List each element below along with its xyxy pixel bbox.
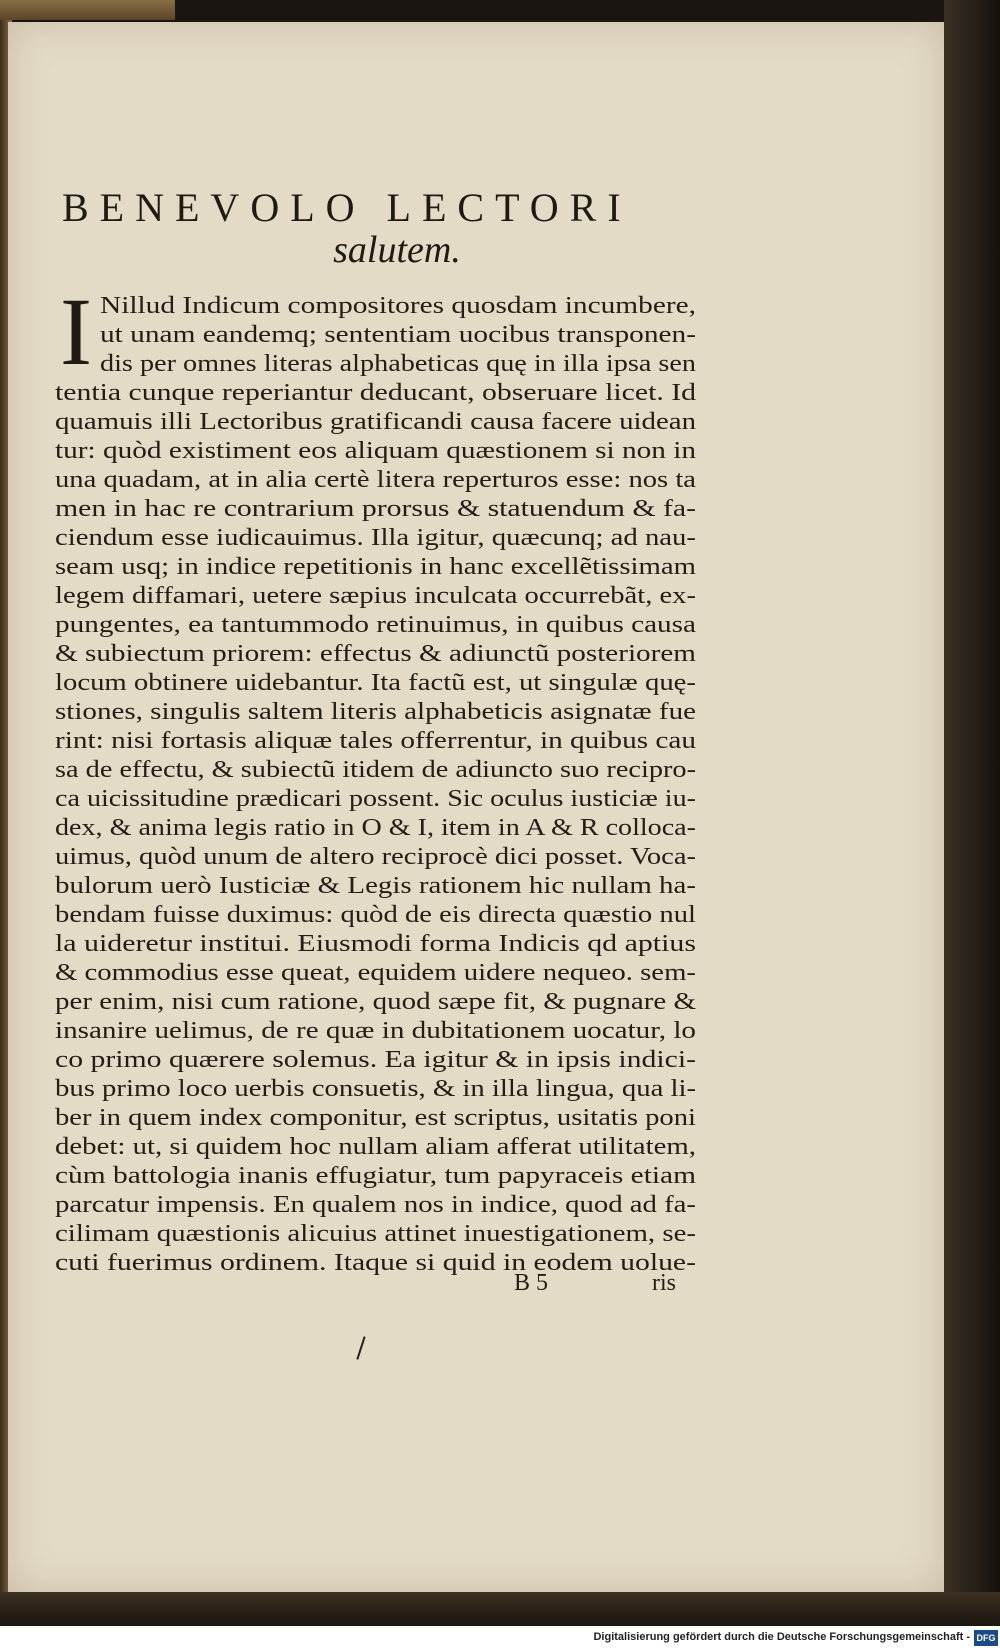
text-line: Nillud Indicum compositores quosdam incumbere, xyxy=(100,293,696,319)
text-line: ut unam eandemq; sententiam uocibus transponen- xyxy=(100,322,696,348)
text-line: cuti fuerimus ordinem. Itaque si quid in eodem uolue- xyxy=(55,1250,696,1276)
catchword: ris xyxy=(652,1270,676,1296)
text-line: cilimam quæstionis alicuius attinet inuestigationem, se- xyxy=(55,1221,696,1247)
text-line: quamuis illi Lectoribus gratificandi causa facere uidean xyxy=(55,409,696,435)
text-line: dex, & anima legis ratio in O & I, item in A & R colloca- xyxy=(55,815,696,841)
text-line: legem diffamari, uetere sæpius inculcata occurrebãt, ex- xyxy=(55,583,696,609)
page-subheading: salutem. xyxy=(333,229,461,271)
text-line: & commodius esse queat, equidem uidere nequeo. sem- xyxy=(55,960,696,986)
text-line: bus primo loco uerbis consuetis, & in illa lingua, qua li- xyxy=(55,1076,696,1102)
page-heading: BENEVOLO LECTORI xyxy=(62,185,632,230)
text-line: seam usq; in indice repetitionis in hanc excellẽtissimam xyxy=(55,554,696,580)
text-line: ber in quem index componitur, est scriptus, usitatis poni xyxy=(55,1105,696,1131)
book-cover-edge xyxy=(0,0,175,20)
text-line: per enim, nisi cum ratione, quod sæpe fit, & pugnare & xyxy=(55,989,696,1015)
footer-bar xyxy=(0,1626,1000,1652)
text-line: bendam fuisse duximus: quòd de eis directa quæstio nul xyxy=(55,902,696,928)
bottom-background xyxy=(0,1592,1000,1626)
text-line: parcatur impensis. En qualem nos in indice, quod ad fa- xyxy=(55,1192,696,1218)
text-line: una quadam, at in alia certè litera reperturos esse: nos ta xyxy=(55,467,696,493)
text-line: dis per omnes literas alphabeticas quę in illa ipsa sen xyxy=(100,351,696,377)
text-line: ciendum esse iudicauimus. Illa igitur, quæcunq; ad nau- xyxy=(55,525,696,551)
text-line: la uideretur institui. Eiusmodi forma Indicis qd aptius xyxy=(55,931,696,957)
text-line: bulorum uerò Iusticiæ & Legis rationem hic nullam ha- xyxy=(55,873,696,899)
text-line: rint: nisi fortasis aliquæ tales offerrentur, in quibus cau xyxy=(55,728,696,754)
text-line: sa de effectu, & subiectũ itidem de adiuncto suo recipro- xyxy=(55,757,696,783)
right-background xyxy=(944,0,1000,1626)
text-line: cùm battologia inanis effugiatur, tum papyraceis etiam xyxy=(55,1163,696,1189)
text-line: tentia cunque reperiantur deducant, obseruare licet. Id xyxy=(55,380,696,406)
text-line: co primo quærere solemus. Ea igitur & in ipsis indici- xyxy=(55,1047,696,1073)
drop-cap-initial: I xyxy=(60,278,92,385)
dfg-logo: DFG xyxy=(974,1630,998,1646)
funding-notice: Digitalisierung gefördert durch die Deutsche Forschungsgemeinschaft - xyxy=(593,1631,970,1643)
text-line: uimus, quòd unum de altero reciprocè dici posset. Voca- xyxy=(55,844,696,870)
text-line: stiones, singulis saltem literis alphabeticis asignatæ fue xyxy=(55,699,696,725)
text-line: men in hac re contrarium prorsus & statuendum & fa- xyxy=(55,496,696,522)
text-line: insanire uelimus, de re quæ in dubitationem uocatur, lo xyxy=(55,1018,696,1044)
text-line: ca uicissitudine prædicari possent. Sic oculus iusticiæ iu- xyxy=(55,786,696,812)
text-line: pungentes, ea tantummodo retinuimus, in quibus causa xyxy=(55,612,696,638)
text-line: locum obtinere uidebantur. Ita factũ est, ut singulæ quę- xyxy=(55,670,696,696)
text-line: & subiectum priorem: effectus & adiunctũ posteriorem xyxy=(55,641,696,667)
text-line: tur: quòd existiment eos aliquam quæstionem si non in xyxy=(55,438,696,464)
signature-mark: B 5 xyxy=(514,1270,549,1296)
text-line: debet: ut, si quidem hoc nullam aliam afferat utilitatem, xyxy=(55,1134,696,1160)
